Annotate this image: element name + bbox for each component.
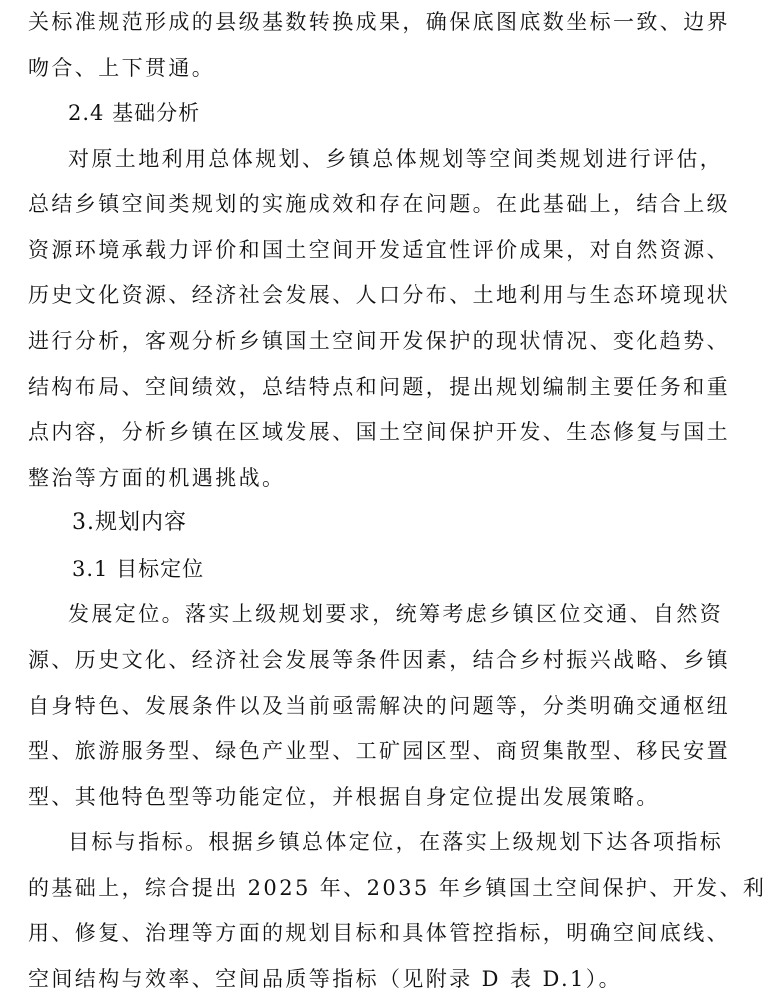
section-heading-3-1: 3.1 目标定位 [72,557,205,581]
text-line: 点内容，分析乡镇在区域发展、国土空间保护开发、生态修复与国土 [28,420,730,444]
text-line: 关标准规范形成的县级基数转换成果，确保底图底数坐标一致、边界 [28,10,730,34]
text-line: 型、其他特色型等功能定位，并根据自身定位提出发展策略。 [28,785,660,809]
section-heading-3: 3.规划内容 [72,510,187,535]
text-line: 资源环境承载力评价和国土空间开发适宜性评价成果，对自然资源、 [28,238,730,262]
text-line: 发展定位。落实上级规划要求，统筹考虑乡镇区位交通、自然资 [68,602,724,626]
text-line: 对原土地利用总体规划、乡镇总体规划等空间类规划进行评估， [68,147,724,171]
text-line: 整治等方面的机遇挑战。 [28,466,286,490]
text-line: 型、旅游服务型、绿色产业型、工矿园区型、商贸集散型、移民安置 [28,739,730,763]
text-line: 历史文化资源、经济社会发展、人口分布、土地利用与生态环境现状 [28,283,730,307]
text-line: 空间结构与效率、空间品质等指标（见附录 D 表 D.1）。 [28,967,623,991]
text-line: 用、修复、治理等方面的规划目标和具体管控指标，明确空间底线、 [28,921,730,945]
text-line: 进行分析，客观分析乡镇国土空间开发保护的现状情况、变化趋势、 [28,329,730,353]
text-line: 目标与指标。根据乡镇总体定位，在落实上级规划下达各项指标 [68,830,724,854]
text-line: 的基础上，综合提出 2025 年、2035 年乡镇国土空间保护、开发、利 [28,876,766,900]
section-heading-2-4: 2.4 基础分析 [68,101,201,125]
text-line: 结构布局、空间绩效，总结特点和问题，提出规划编制主要任务和重 [28,375,730,399]
text-line: 总结乡镇空间类规划的实施成效和存在问题。在此基础上，结合上级 [28,192,730,216]
text-line: 吻合、上下贯通。 [28,56,216,80]
text-line: 源、历史文化、经济社会发展等条件因素，结合乡村振兴战略、乡镇 [28,648,730,672]
text-line: 自身特色、发展条件以及当前亟需解决的问题等，分类明确交通枢纽 [28,694,730,718]
